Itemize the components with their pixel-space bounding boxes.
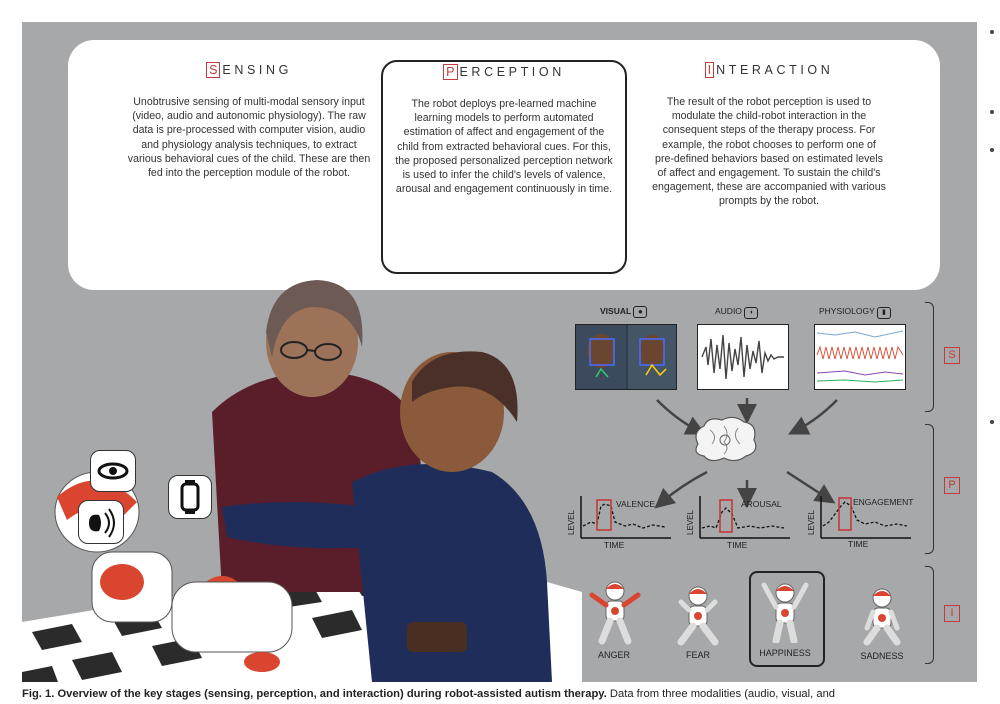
- sensing-stage-label: S: [944, 347, 960, 364]
- robot-sadness-label: SADNESS: [860, 651, 904, 661]
- interaction-title-rest: NTERACTION: [716, 63, 834, 77]
- sensing-title: [118, 62, 380, 78]
- caption-bold-text: Overview of the key stages (sensing, perception, and interaction) during robot-assisted autism therapy.: [57, 688, 607, 700]
- interaction-title: [638, 62, 900, 78]
- sensing-text: Unobtrusive sensing of multi-modal sensory input (video, audio and autonomic physiology). The raw data is pre-processed with computer vision, audio and physiology analysis techniques, to extract various behavioral cues of the child. These are then fed into the perception module of the robot.: [127, 96, 371, 180]
- stage-description-panel: [68, 40, 940, 290]
- watch-icon: ▮: [877, 307, 891, 319]
- audio-panel: [697, 324, 789, 390]
- eye-icon: ●: [633, 306, 647, 318]
- arousal-label: AROUSAL: [741, 499, 782, 509]
- engagement-level-label: LEVEL: [807, 510, 816, 535]
- arousal-time-label: TIME: [727, 540, 748, 550]
- sensing-brace: [925, 302, 934, 412]
- sensing-letter: S: [206, 62, 220, 78]
- engagement-label: ENGAGEMENT: [853, 497, 914, 507]
- perception-column: [381, 60, 627, 274]
- interaction-text: The result of the robot perception is used to modulate the child-robot interaction in the consequent steps of the therapy process. For example, the robot chooses to perform one of pre-defined behaviors based on estimated levels of affect and engagement. To sustain the child's engagement, these are accompanied with various prompts by the robot.: [652, 96, 886, 208]
- engagement-time-label: TIME: [848, 539, 869, 549]
- robot-anger-figure: [580, 579, 650, 645]
- speaker-icon: [78, 500, 124, 544]
- physiology-label: PHYSIOLOGY ▮: [819, 306, 891, 319]
- perception-title-rest: ERCEPTION: [459, 65, 565, 79]
- figure-caption: [22, 688, 1000, 700]
- visual-label: VISUAL ●: [600, 306, 647, 318]
- interaction-stage-label: I: [944, 605, 960, 622]
- valence-level-label: LEVEL: [567, 510, 576, 535]
- audio-label: AUDIO ◖: [715, 306, 758, 319]
- physiology-panel: [814, 324, 906, 390]
- perception-stage-label: P: [944, 477, 960, 494]
- arousal-level-label: LEVEL: [686, 510, 695, 535]
- valence-time-label: TIME: [604, 540, 625, 550]
- robot-sadness-figure: [847, 582, 917, 648]
- caption-label: Fig. 1.: [22, 688, 55, 700]
- perception-letter: P: [443, 64, 457, 80]
- visual-panel: [575, 324, 677, 390]
- figure: [22, 22, 977, 682]
- perception-brace: [925, 424, 934, 554]
- interaction-letter: I: [705, 62, 714, 78]
- robot-fear-label: FEAR: [685, 650, 710, 660]
- adjacent-column-fragment: [988, 0, 1000, 704]
- caption-text: Data from three modalities (audio, visual, and: [609, 688, 836, 700]
- valence-label: VALENCE: [616, 499, 656, 509]
- robot-anger-label: ANGER: [597, 650, 630, 660]
- brain-icon: [690, 414, 760, 464]
- robot-happiness-figure: [750, 577, 820, 643]
- perception-text: The robot deploys pre-learned machine learning models to perform automated estimation of affect and engagement of the child from extracted behavioral cues. For this, the proposed personalized perception network is used to infer the child's levels of valence, arousal and engagement continuously in time.: [395, 98, 613, 196]
- robot-fear-figure: [663, 582, 733, 648]
- robot-happiness-label: HAPPINESS: [759, 648, 811, 658]
- interaction-brace: [925, 566, 934, 664]
- sensing-column: [118, 40, 380, 290]
- speaker-icon: ◖: [744, 307, 758, 319]
- eye-icon: [90, 450, 136, 492]
- watch-icon: [168, 475, 212, 519]
- perception-title: [383, 64, 625, 80]
- interaction-column: [638, 40, 900, 290]
- sensing-title-rest: ENSING: [222, 63, 292, 77]
